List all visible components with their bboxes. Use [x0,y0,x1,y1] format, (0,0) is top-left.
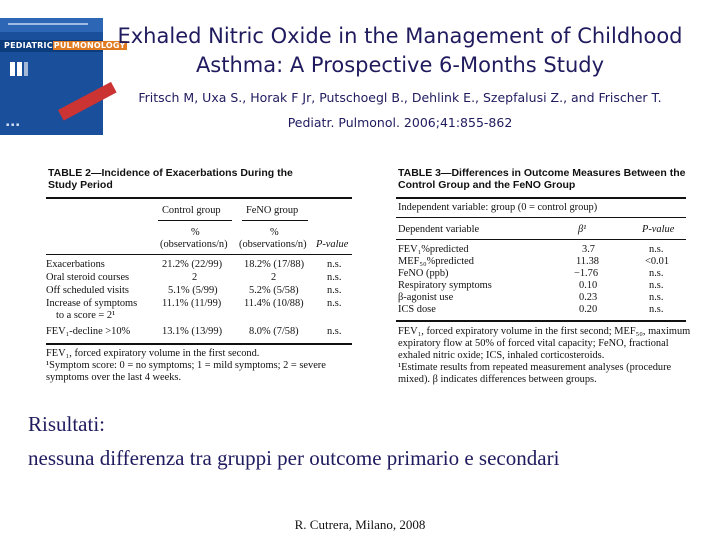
journal-cover-image [0,18,126,135]
table2-footnote-3: symptoms over the last 4 weeks. [46,372,182,383]
slide-title [110,22,690,80]
table2-row-feno: 18.2% (17/88) [244,259,305,270]
slide-title-line1: Exhaled Nitric Oxide in the Management of Childhood [117,24,683,48]
table3-independent-variable: Independent variable: group (0 = control group) [398,202,598,213]
table2-row-p: n.s. [327,298,342,309]
table3-footnote-4: ¹Estimate results from repeated measurement analyses (procedure [398,362,672,373]
table2-row-p: n.s. [327,272,342,283]
table3-footnote-2: expiratory flow at 50% of forced vital capacity; FeNO, fractional [398,338,669,349]
table2-row-control: 5.1% (5/99) [168,285,218,296]
table-2 [46,165,356,390]
authors: Fritsch M, Uxa S., Horak F Jr, Putschoegl B., Dehlink E., Szepfalusi Z., and Frischer T. [138,90,662,105]
table2-caption-line1: TABLE 2—Incidence of Exacerbations During the [48,167,293,179]
table3-row-p: n.s. [649,292,664,303]
table2-row-label: Oral steroid courses [46,272,130,283]
table2-rule-feno [242,220,308,221]
results-heading: Risultati: [28,412,106,436]
table3-header-rule [396,239,686,240]
table2-row-control: 21.2% (22/99) [162,259,223,270]
slide-title-line2: Asthma: A Prospective 6-Months Study [195,53,605,77]
table2-caption-line2: Study Period [48,179,113,191]
table2-row-label: Off scheduled visits [46,285,129,296]
table3-row-p: <0.01 [645,256,670,267]
table2-rule-control [158,220,232,221]
table2-footnote-2: ¹Symptom score: 0 = no symptoms; 1 = mild symptoms; 2 = severe [46,360,326,371]
journal-logo-icon [8,58,30,80]
table2-row-feno: 5.2% (5/58) [249,285,299,296]
citation: Pediatr. Pulmonol. 2006;41:855-862 [287,115,513,130]
cover-top-strip [0,18,103,32]
table2-row-control: 11.1% (11/99) [162,298,222,309]
table2-header-rule [46,254,352,255]
table2-row-feno: 2 [271,272,277,283]
table2-top-rule [46,197,352,199]
table3-row-beta: 0.20 [579,304,598,315]
table-3 [396,165,691,390]
table3-footnote-3: exhaled nitric oxide; ICS, inhaled corticosteroids. [398,350,605,361]
table3-col-dependent: Dependent variable [398,224,480,235]
cover-journal-name-b: PULMONOLOGY [53,41,126,50]
table2-caption [48,167,293,191]
table2-row-feno: 11.4% (10/88) [244,298,304,309]
table3-row-beta: 3.7 [582,244,595,255]
table2-sub-feno-2: (observations/n) [239,239,307,250]
table2-bottom-rule [46,343,352,345]
cover-publisher-mark: ▪ ▪ ▪ [6,122,20,128]
table2-row-control: 2 [192,272,198,283]
table3-caption-line2: Control Group and the FeNO Group [398,179,576,191]
table3-row-label: FEV₁%predicted [398,244,469,255]
footer-credit: R. Cutrera, Milano, 2008 [294,517,426,532]
table3-footnote-5: mixed). β indicates differences between groups. [398,374,597,385]
table2-footnote-1: FEV₁, forced expiratory volume in the first second. [46,348,260,359]
table3-top-rule [396,197,686,199]
table3-col-p: P-value [642,224,675,235]
table2-sub-control-2: (observations/n) [160,239,228,250]
table2-row-label: Increase of symptoms [46,298,138,309]
table3-sub-rule [396,217,686,218]
cover-journal-name [4,41,127,50]
table2-row-p: n.s. [327,326,342,337]
table2-row-control: 13.1% (13/99) [162,326,223,337]
table3-row-label: Respiratory symptoms [398,280,492,291]
table3-row-beta: 0.10 [579,280,598,291]
table3-row-beta: −1.76 [574,268,599,279]
table2-sub-feno-1: % [270,227,279,238]
results-body: nessuna differenza tra gruppi per outcome primario e secondari [28,446,560,470]
table2-row-label: Exacerbations [46,259,105,270]
table3-caption [398,167,685,191]
table2-col-p: P-value [316,239,349,250]
table3-row-p: n.s. [649,280,664,291]
table3-row-label: β-agonist use [398,292,454,303]
table2-row-label: FEV₁-decline >10% [46,326,131,337]
table3-row-p: n.s. [649,268,664,279]
table2-row-p: n.s. [327,285,342,296]
table3-row-label: FeNO (ppb) [398,268,449,279]
table3-row-label: MEF₅₀%predicted [398,256,474,267]
table3-footnote-1: FEV₁, forced expiratory volume in the first second; MEF₅₀, maximum [398,326,691,337]
table2-row-feno: 8.0% (7/58) [249,326,299,337]
table3-row-p: n.s. [649,244,664,255]
table2-row-p: n.s. [327,259,342,270]
table3-row-beta: 0.23 [579,292,598,303]
table3-row-label: ICS dose [398,304,436,315]
table3-row-beta: 11.38 [576,256,599,267]
table2-sub-control-1: % [191,227,200,238]
cover-top-line [8,23,88,25]
table2-col-control: Control group [162,205,221,216]
table2-row-label: to a score = 2¹ [56,310,116,321]
table3-bottom-rule [396,320,686,322]
cover-journal-name-a: PEDIATRIC [4,41,53,50]
table2-col-feno: FeNO group [246,205,299,216]
table3-col-beta: β¹ [578,224,587,235]
cover-red-strip [58,82,117,121]
table3-caption-line1: TABLE 3—Differences in Outcome Measures Between the [398,167,686,179]
table3-row-p: n.s. [649,304,664,315]
